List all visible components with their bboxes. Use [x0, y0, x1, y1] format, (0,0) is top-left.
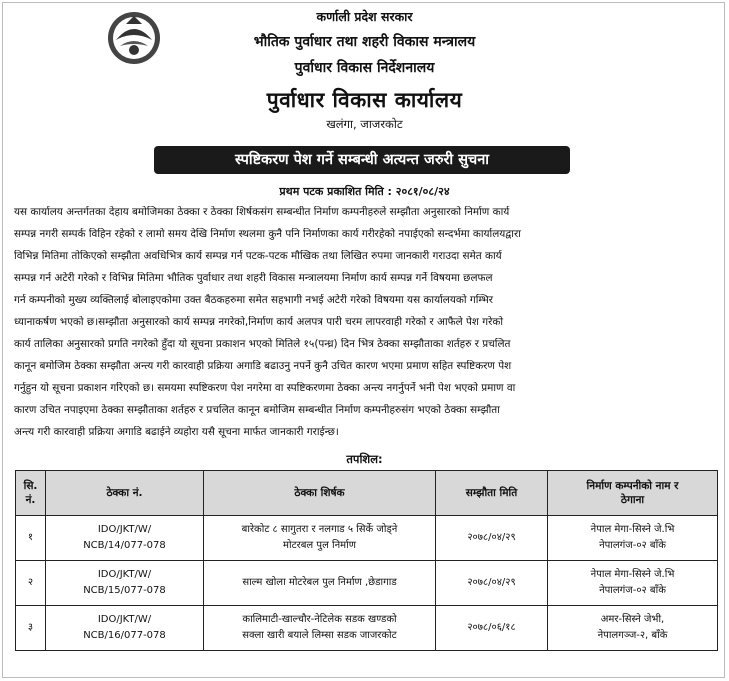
cell-serial-number: २ [16, 561, 46, 606]
contract-number-line1: IDO/JKT/W/ [97, 524, 152, 535]
cell-serial-number: १ [16, 516, 46, 561]
body-line: यस कार्यालय अन्तर्गतका देहाय बमोजिमका ठेक्का र ठेक्का शिर्षकसंग सम्बन्धीत निर्माण कम्पनीहरुले सम्झौता अनुसारको निर्माण कार्य [14, 206, 510, 218]
contracts-table [15, 470, 718, 651]
body-line: ध्यानाकर्षण भएको छ।सम्झौता अनुसारको कार्य सम्पन्न नगरेको,निर्माण कार्य अलपत्र पारी चरम लापरवाही गरेको र आफैले पेश गरेको [14, 316, 504, 328]
cell-contract-number [46, 516, 204, 561]
company-line2: नेपालगंज-०२ बाँके [599, 540, 666, 551]
table-header-row [16, 471, 718, 516]
body-line: कानून बमोजिम ठेक्का सम्झौता अन्त्य गरी कारवाही प्रक्रिया अगाडि बढाउनु नपर्ने कुनै उचित कारण भएमा प्रमाण सहित स्पष्टिकरण पेश [14, 360, 512, 372]
company-line2: नेपालगंज-०२ बाँके [599, 585, 666, 596]
contract-title-line2: मोटरबल पुल निर्माण [283, 540, 356, 551]
cell-contract-title [204, 561, 436, 606]
cell-contract-title [204, 516, 436, 561]
contract-title-line1: कालिमाटी-खाल्चौर-नेटिलेक सडक खण्डको [242, 614, 397, 625]
table-row [16, 516, 718, 561]
body-line: अन्त्य गरी कारवाही प्रक्रिया अगाडि बढाईने व्यहोरा यसै सूचना मार्फत जानकारी गराईन्छ। [14, 426, 339, 438]
header-company [548, 471, 718, 516]
contract-number-line1: IDO/JKT/W/ [97, 614, 152, 625]
header-serial-number-line2: नं. [25, 494, 36, 506]
table-row [16, 606, 718, 651]
company-line1: अमर-सिस्ने जेभी, [600, 614, 665, 625]
cell-agreement-date: २०७८/०४/२९ [436, 516, 548, 561]
body-line: कारण उचित नपाइएमा ठेक्का सम्झौताका शर्तहरु र प्रचलित कानून बमोजिम सम्बन्धीत निर्माण कम्पनीहरुसंग भएको ठेक्का सम्झौता [14, 404, 500, 416]
contract-title-line1: बारेकोट ८ सागुतरा र नलगाड ५ सिर्के जोड्ने [241, 524, 398, 535]
contract-number-line2: NCB/14/077-078 [83, 540, 166, 551]
company-line1: नेपाल मेगा-सिस्ने जे.भि [590, 524, 675, 535]
company-line1: नेपाल मेगा-सिस्ने जे.भि [590, 569, 675, 580]
header-serial-number-line1: सि. [23, 480, 38, 492]
header-serial-number [16, 471, 46, 516]
cell-agreement-date: २०७८/०६/१८ [436, 606, 548, 651]
body-line: कार्य तालिका अनुसारको प्रगति नगरेको हुँदा यो सूचना प्रकाशन भएको मितिले १५(पन्ध्र) दिन भित्र ठेक्का सम्झौताका शर्तहरु र प्रचलित [14, 338, 511, 350]
header-agreement-date: सम्झौता मिति [436, 471, 548, 516]
office-name: पुर्वाधार विकास कार्यालय [266, 88, 463, 112]
cell-company [548, 561, 718, 606]
cell-company [548, 516, 718, 561]
body-line: सम्पन्न नगरी सम्पर्क विहिन रहेको र लामो समय देखि निर्माण स्थलमा कुनै पनि निर्माणका कार्य गरीरहेको नपाईएको सन्दर्भमा कार्यालयद्वारा [14, 228, 521, 240]
cell-contract-title [204, 606, 436, 651]
header-contract-title: ठेक्का शिर्षक [204, 471, 436, 516]
contract-title-line2: सक्ला खारी बयाले लिम्सा सडक जाजरकोट [242, 630, 397, 641]
body-line: सम्पन्न गर्न अटेरी गरेको र विभिन्न मितिमा भौतिक पुर्वाधार तथा शहरी विकास मन्त्रालयमा निर्माण कार्य सम्पन्न गर्ने विषयमा छलफल [14, 272, 493, 284]
company-line2: नेपालगञ्ज-२, बाँके [597, 630, 668, 641]
directorate-name: पुर्वाधार विकास निर्देशनालय [294, 60, 435, 76]
contract-number-line1: IDO/JKT/W/ [97, 569, 152, 580]
header-contract-number: ठेक्का नं. [46, 471, 204, 516]
contract-title-line1: साल्म खोला मोटरेबल पुल निर्माण ,छेडागाड [242, 577, 397, 588]
table-row [16, 561, 718, 606]
contract-number-line2: NCB/15/077-078 [83, 585, 166, 596]
cell-contract-number [46, 606, 204, 651]
header-company-line1: निर्माण कम्पनीको नाम र [586, 480, 679, 492]
cell-serial-number: ३ [16, 606, 46, 651]
cell-company [548, 606, 718, 651]
office-location: खलंगा, जाजरकोट [326, 117, 403, 131]
contract-number-line2: NCB/16/077-078 [83, 630, 166, 641]
annex-title: तपशिल: [346, 452, 383, 466]
government-name: कर्णाली प्रदेश सरकार [316, 9, 413, 24]
notice-title-banner: स्पष्टिकरण पेश गर्ने सम्बन्धी अत्यन्त जरुरी सुचना [154, 146, 570, 174]
cell-agreement-date: २०७८/०४/२९ [436, 561, 548, 606]
header-company-line2: ठेगाना [620, 494, 645, 506]
body-line: गर्नुहुन यो सूचना प्रकाशन गरिएको छ। समयमा स्पष्टिकरण पेश नगरेमा वा स्पष्टिकरणमा ठेक्का अन्त्य नगर्नुपर्ने भनी पेश भएको प्रमाण वा [14, 382, 516, 394]
body-line: विभिन्न मितिमा तोकिएको सम्झौता अवधिभित्र कार्य सम्पन्न गर्न पटक-पटक मौखिक तथा लिखित रुपमा जानकारी गराउदा समेत कार्य [14, 250, 502, 262]
publish-date: प्रथम पटक प्रकाशित मिति : २०८१/०८/२४ [279, 185, 450, 198]
body-line: गर्न कम्पनीको मुख्य व्यक्तिलाई बोलाइएकोमा उक्त बैठकहरुमा समेत सहभागी नभई अटेरी गरेको विषयमा यस कार्यालयको गम्भिर [14, 294, 494, 306]
cell-contract-number [46, 561, 204, 606]
ministry-name: भौतिक पुर्वाधार तथा शहरी विकास मन्त्रालय [253, 34, 476, 50]
